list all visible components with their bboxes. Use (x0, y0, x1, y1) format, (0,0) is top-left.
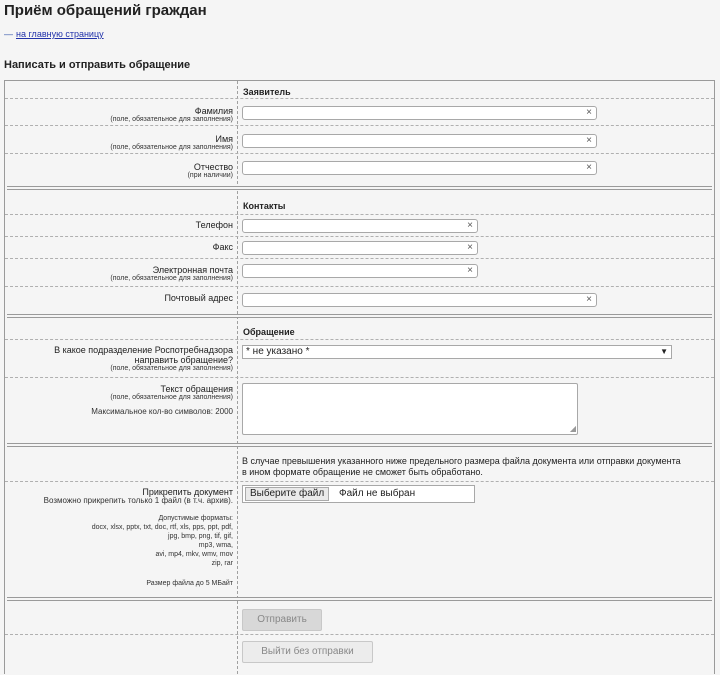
phone-row (5, 215, 714, 237)
patronymic-row (5, 154, 714, 183)
department-row (5, 340, 714, 378)
clear-icon[interactable]: × (467, 242, 473, 253)
department-label-line1: В какое подразделение Роспотребнадзора (54, 345, 233, 355)
section-separator (7, 443, 712, 447)
phone-label: Телефон (195, 220, 233, 230)
fax-input[interactable] (242, 241, 478, 255)
last-name-input[interactable] (242, 106, 597, 120)
contacts-section-title: Контакты (243, 201, 286, 211)
phone-input[interactable] (242, 219, 478, 233)
formats-line3: mp3, wma, (198, 542, 233, 549)
send-row (5, 604, 714, 635)
formats-title: Допустимые форматы: (158, 515, 233, 522)
attachment-warning (242, 456, 712, 478)
choose-file-button[interactable]: Выберите файл (245, 487, 329, 501)
last-name-row (5, 99, 714, 126)
department-select-value: * не указано * (246, 346, 310, 357)
address-input[interactable] (242, 293, 597, 307)
attachment-row (5, 482, 714, 596)
form-subtitle: Написать и отправить обращение (4, 59, 191, 71)
text-label-text: Текст обращения (160, 384, 233, 394)
email-note: (поле, обязательное для заполнения) (110, 275, 233, 282)
appeal-text-area[interactable] (242, 383, 578, 435)
section-separator (7, 186, 712, 190)
email-label (5, 265, 233, 283)
appeal-section-title: Обращение (243, 327, 295, 337)
department-note: (поле, обязательное для заполнения) (110, 365, 233, 372)
appeal-section-header (5, 321, 714, 340)
patronymic-input[interactable] (242, 161, 597, 175)
formats-line1: docx, xlsx, pptx, txt, doc, rtf, xls, pps, ppt, pdf, (91, 524, 233, 531)
email-input[interactable] (242, 264, 478, 278)
address-row (5, 287, 714, 313)
department-label (5, 345, 233, 373)
patronymic-label (5, 162, 233, 180)
department-select[interactable] (242, 345, 672, 359)
clear-icon[interactable]: × (586, 135, 592, 146)
last-name-label (5, 106, 233, 124)
first-name-row (5, 126, 714, 154)
send-button[interactable]: Отправить (242, 609, 322, 631)
clear-icon[interactable]: × (586, 294, 592, 305)
clear-icon[interactable]: × (586, 162, 592, 173)
file-size-limit: Размер файла до 5 МБайт (146, 580, 233, 587)
first-name-label-text: Имя (215, 134, 233, 144)
section-separator (7, 314, 712, 318)
dash-icon: — (4, 29, 13, 39)
attachment-warning-row (5, 450, 714, 482)
section-separator (7, 597, 712, 601)
attachment-warning-line1: В случае превышения указанного ниже предельного размера файла документа или отправки документа (242, 456, 681, 466)
applicant-section-title: Заявитель (243, 87, 291, 97)
clear-icon[interactable]: × (467, 220, 473, 231)
clear-icon[interactable]: × (586, 107, 592, 118)
formats-line4: avi, mp4, mkv, wmv, mov (155, 551, 233, 558)
text-label (5, 384, 233, 402)
file-status-text: Файл не выбран (339, 488, 416, 499)
max-chars-note: Максимальное кол-во символов: 2000 (91, 407, 233, 416)
formats-line5: zip, rar (211, 560, 233, 567)
fax-label: Факс (212, 242, 233, 252)
appeal-form (4, 80, 715, 674)
department-label-line2: направить обращение? (134, 355, 233, 365)
attachment-label-note: Возможно прикрепить только 1 файл (в т.ч. архив). (43, 496, 233, 505)
attachment-warning-line2: в ином формате обращение не сможет быть обработано. (242, 467, 483, 477)
contacts-section-header (5, 193, 714, 215)
exit-without-sending-button[interactable]: Выйти без отправки (242, 641, 373, 663)
attachment-label: Прикрепить документ (142, 487, 233, 497)
text-note: (поле, обязательное для заполнения) (110, 394, 233, 401)
chevron-down-icon[interactable]: ▼ (660, 347, 668, 356)
formats-line2: jpg, bmp, png, tif, gif, (168, 533, 233, 540)
page-title: Приём обращений граждан (4, 2, 207, 19)
patronymic-label-text: Отчество (193, 162, 233, 172)
back-link-container (4, 29, 104, 39)
first-name-note: (поле, обязательное для заполнения) (110, 144, 233, 151)
last-name-label-text: Фамилия (194, 106, 233, 116)
file-upload-input[interactable] (242, 485, 475, 503)
home-link[interactable]: на главную страницу (16, 29, 104, 39)
clear-icon[interactable]: × (467, 265, 473, 276)
last-name-note: (поле, обязательное для заполнения) (110, 116, 233, 123)
resize-handle-icon[interactable]: ◢ (569, 424, 576, 433)
first-name-input[interactable] (242, 134, 597, 148)
applicant-section-header (5, 81, 714, 99)
email-row (5, 259, 714, 287)
fax-row (5, 237, 714, 259)
text-row (5, 378, 714, 442)
patronymic-note: (при наличии) (187, 172, 233, 179)
email-label-text: Электронная почта (152, 265, 233, 275)
exit-row (5, 635, 714, 675)
first-name-label (5, 134, 233, 152)
address-label: Почтовый адрес (164, 293, 233, 303)
